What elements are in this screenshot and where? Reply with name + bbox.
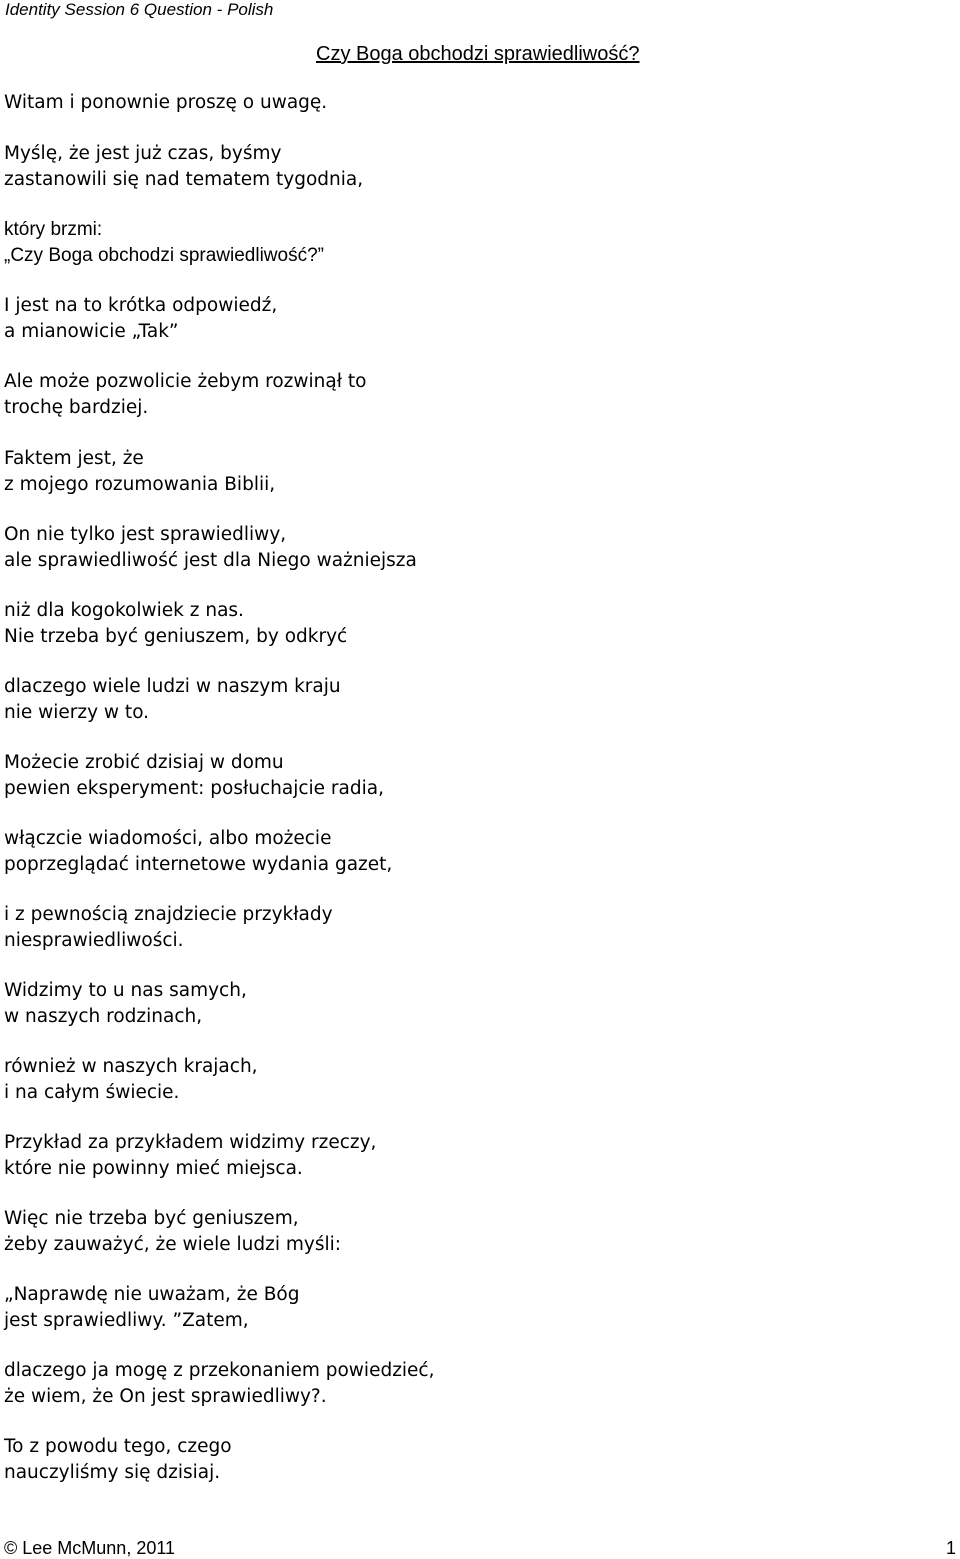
paragraph-line: ale sprawiedliwość jest dla Niego ważniejsza <box>4 550 417 571</box>
paragraph-line: włączcie wiadomości, albo możecie <box>4 828 332 849</box>
paragraph <box>4 369 564 421</box>
document-header-label: Identity Session 6 Question - Polish <box>5 0 274 19</box>
paragraph-line: i z pewnością znajdziecie przykłady <box>4 904 333 925</box>
paragraph-line: trochę bardziej. <box>4 397 149 418</box>
paragraph-line: Nie trzeba być geniuszem, by odkryć <box>4 626 348 647</box>
paragraph-line: Witam i ponownie proszę o uwagę. <box>4 92 328 113</box>
paragraph <box>4 446 564 498</box>
paragraph-line: które nie powinny mieć miejsca. <box>4 1158 303 1179</box>
paragraph <box>4 1358 564 1410</box>
paragraph <box>4 598 564 650</box>
paragraph <box>4 141 564 193</box>
paragraph <box>4 1130 564 1182</box>
paragraph-line: Więc nie trzeba być geniuszem, <box>4 1208 299 1229</box>
paragraph-line: dlaczego ja mogę z przekonaniem powiedzieć, <box>4 1360 435 1381</box>
paragraph <box>4 1206 564 1258</box>
paragraph <box>4 978 564 1030</box>
paragraph-line: z mojego rozumowania Biblii, <box>4 474 276 495</box>
paragraph <box>4 902 564 954</box>
paragraph-line: Przykład za przykładem widzimy rzeczy, <box>4 1132 377 1153</box>
paragraph-line: pewien eksperyment: posłuchajcie radia, <box>4 778 384 799</box>
paragraph-line: Możecie zrobić dzisiaj w domu <box>4 752 284 773</box>
paragraph-line: „Naprawdę nie uważam, że Bóg <box>4 1284 300 1305</box>
paragraph-line: i na całym świecie. <box>4 1082 180 1103</box>
paragraph <box>4 1054 564 1106</box>
paragraph-line: nie wierzy w to. <box>4 702 150 723</box>
paragraph-line: Ale może pozwolicie żebym rozwinął to <box>4 371 367 392</box>
paragraph <box>4 1282 564 1334</box>
paragraph-line: niż dla kogokolwiek z nas. <box>4 600 244 621</box>
paragraph-line: dlaczego wiele ludzi w naszym kraju <box>4 676 341 697</box>
document-title: Czy Boga obchodzi sprawiedliwość? <box>316 43 640 65</box>
paragraph-line: żeby zauważyć, że wiele ludzi myśli: <box>4 1234 341 1255</box>
paragraph-line: nauczyliśmy się dzisiaj. <box>4 1462 221 1483</box>
paragraph-line: który brzmi: <box>4 219 103 240</box>
paragraph <box>4 90 564 116</box>
paragraph-line: poprzeglądać internetowe wydania gazet, <box>4 854 393 875</box>
paragraph-line: Myślę, że jest już czas, byśmy <box>4 143 282 164</box>
paragraph-line: również w naszych krajach, <box>4 1056 258 1077</box>
paragraph <box>4 750 564 802</box>
paragraph-line: On nie tylko jest sprawiedliwy, <box>4 524 287 545</box>
paragraph <box>4 1434 564 1486</box>
paragraph <box>4 674 564 726</box>
paragraph-line: Faktem jest, że <box>4 448 144 469</box>
paragraph <box>4 826 564 878</box>
paragraph-line: że wiem, że On jest sprawiedliwy?. <box>4 1386 327 1407</box>
paragraph <box>4 293 564 345</box>
paragraph-line: I jest na to krótka odpowiedź, <box>4 295 278 316</box>
paragraph-line: w naszych rodzinach, <box>4 1006 203 1027</box>
paragraph <box>4 217 564 269</box>
paragraph-line: zastanowili się nad tematem tygodnia, <box>4 169 364 190</box>
paragraph-line: Widzimy to u nas samych, <box>4 980 247 1001</box>
paragraph-line: jest sprawiedliwy. ”Zatem, <box>4 1310 249 1331</box>
footer-page-number: 1 <box>945 1538 956 1558</box>
paragraph <box>4 522 564 574</box>
paragraph-line: To z powodu tego, czego <box>4 1436 232 1457</box>
paragraph-line: niesprawiedliwości. <box>4 930 184 951</box>
paragraph-line: a mianowicie „Tak” <box>4 321 179 342</box>
paragraph-line: „Czy Boga obchodzi sprawiedliwość?” <box>4 245 324 266</box>
footer-copyright: © Lee McMunn, 2011 <box>4 1538 176 1558</box>
